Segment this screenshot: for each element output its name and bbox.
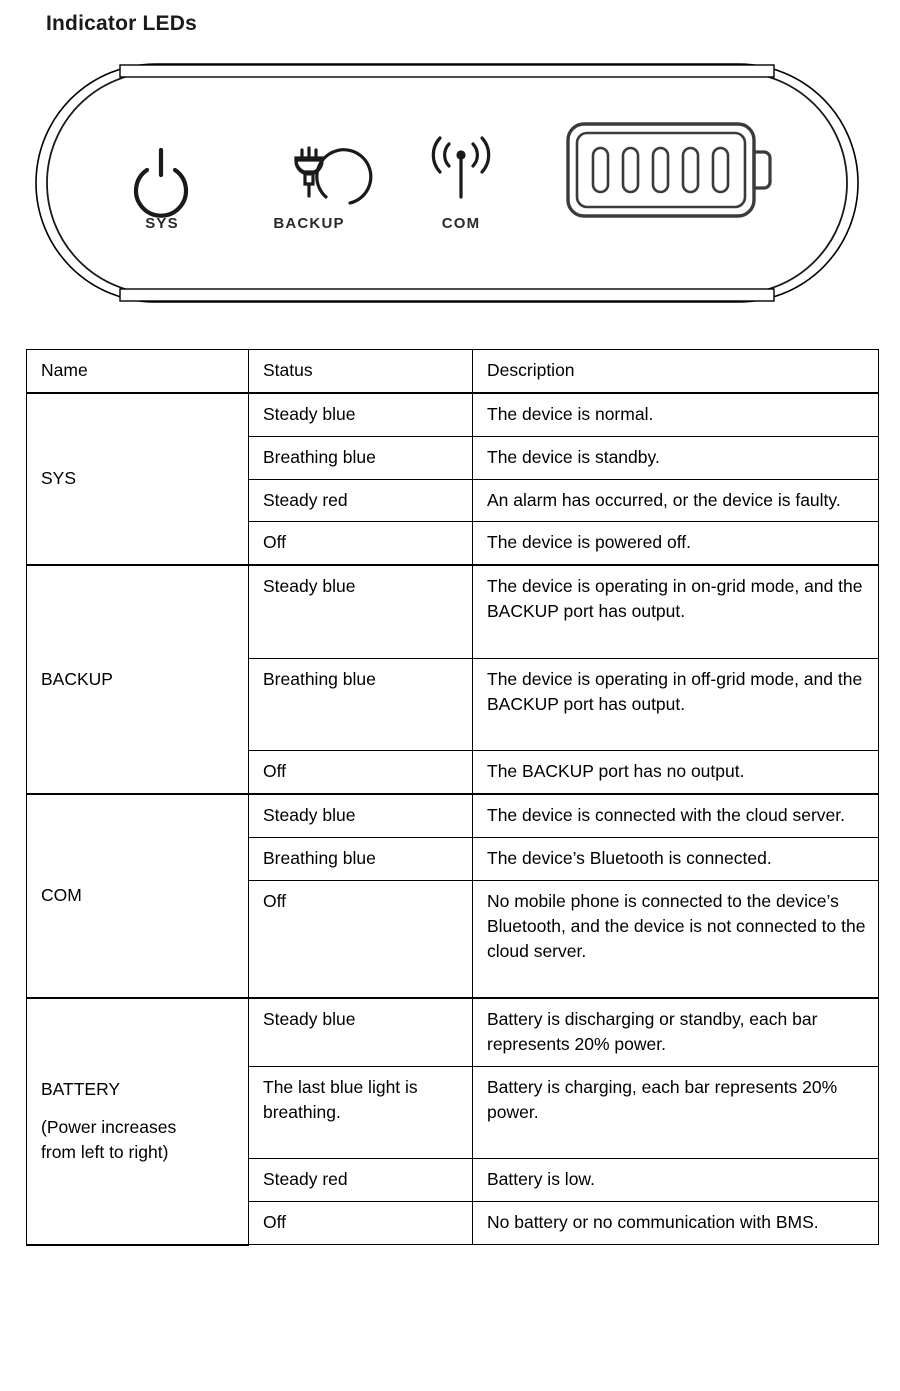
description-cell: The device is operating in off-grid mode, and the BACKUP port has output.	[473, 658, 879, 751]
description-cell: Battery is low.	[473, 1159, 879, 1202]
description-cell: The device is standby.	[473, 436, 879, 479]
status-cell: The last blue light is breathing.	[249, 1066, 473, 1159]
table-row	[27, 393, 879, 436]
group-name-label: BACKUP	[41, 668, 113, 689]
group-name-label: COM	[41, 885, 82, 906]
description-cell: The BACKUP port has no output.	[473, 751, 879, 794]
description-cell: An alarm has occurred, or the device is faulty.	[473, 479, 879, 522]
group-name-note-line2: from left to right)	[41, 1142, 169, 1163]
column-header-name: Name	[27, 350, 249, 393]
status-cell: Breathing blue	[249, 436, 473, 479]
status-cell: Breathing blue	[249, 837, 473, 880]
status-cell: Steady blue	[249, 565, 473, 658]
column-header-status: Status	[249, 350, 473, 393]
group-name-backup	[27, 565, 249, 794]
status-cell: Breathing blue	[249, 658, 473, 751]
group-name-com	[27, 794, 249, 998]
description-cell: The device is normal.	[473, 393, 879, 436]
table-row	[27, 565, 879, 658]
device-illustration	[34, 62, 860, 304]
status-cell: Steady red	[249, 1159, 473, 1202]
description-cell: No battery or no communication with BMS.	[473, 1202, 879, 1245]
group-name-note-line1: (Power increases	[41, 1117, 177, 1138]
led-label-sys: SYS	[145, 215, 179, 232]
device-bottom-seam	[120, 289, 774, 301]
status-cell: Steady red	[249, 479, 473, 522]
description-cell: The device is operating in on-grid mode, and the BACKUP port has output.	[473, 565, 879, 658]
column-header-description: Description	[473, 350, 879, 393]
status-cell: Steady blue	[249, 393, 473, 436]
status-cell: Steady blue	[249, 998, 473, 1066]
description-cell: Battery is discharging or standby, each bar represents 20% power.	[473, 998, 879, 1066]
description-cell: The device is powered off.	[473, 522, 879, 565]
description-cell: The device’s Bluetooth is connected.	[473, 837, 879, 880]
status-cell: Off	[249, 522, 473, 565]
group-name-label: BATTERY	[41, 1078, 121, 1099]
table-row	[27, 794, 879, 837]
description-cell: No mobile phone is connected to the device’s Bluetooth, and the device is not connected to the cloud server.	[473, 880, 879, 998]
indicator-led-table	[26, 349, 879, 1246]
device-top-seam	[120, 65, 774, 77]
table-row	[27, 998, 879, 1066]
status-cell: Steady blue	[249, 794, 473, 837]
table-header-row	[27, 350, 879, 393]
group-name-battery	[27, 998, 249, 1244]
group-name-note	[41, 1115, 236, 1165]
device-outline-drawing	[34, 62, 860, 304]
description-cell: The device is connected with the cloud server.	[473, 794, 879, 837]
led-label-backup: BACKUP	[273, 215, 345, 232]
status-cell: Off	[249, 1202, 473, 1245]
group-name-label: SYS	[41, 468, 77, 489]
status-cell: Off	[249, 880, 473, 998]
led-label-com: COM	[441, 215, 481, 232]
group-name-sys	[27, 393, 249, 565]
description-cell: Battery is charging, each bar represents 20% power.	[473, 1066, 879, 1159]
page-title: Indicator LEDs	[46, 12, 197, 35]
status-cell: Off	[249, 751, 473, 794]
